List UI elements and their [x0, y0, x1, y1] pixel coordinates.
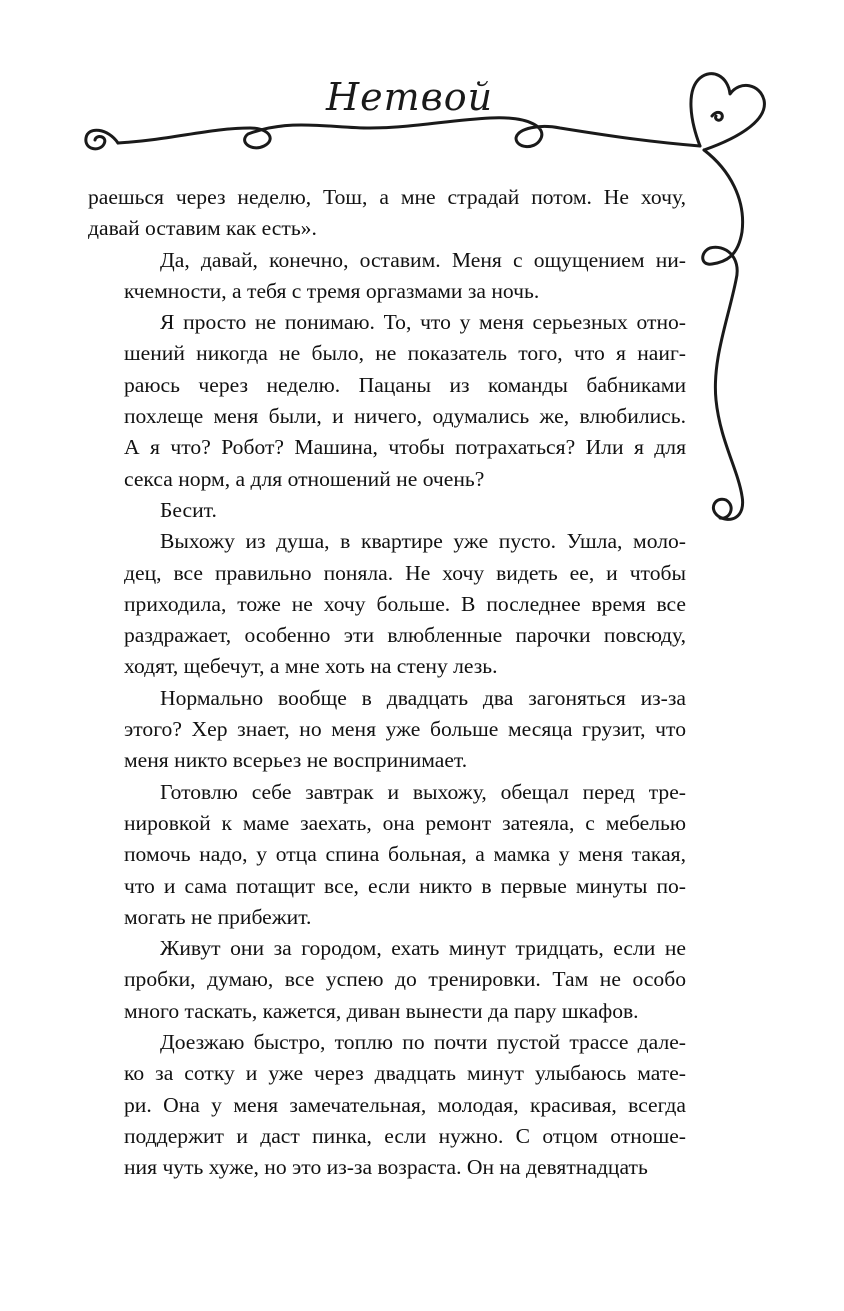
paragraph	[88, 182, 686, 245]
text-line: много таскать, кажется, диван вынести да пару шкафов.	[124, 998, 639, 1023]
text-line: секса норм, а для отношений не очень?	[124, 466, 485, 491]
text-line: приходила, тоже не хочу больше. В последнее время все	[124, 591, 686, 616]
paragraph	[88, 307, 686, 495]
text-line: раешься через неделю, Тош, а мне страдай потом. Не хочу,	[88, 185, 686, 209]
paragraph	[88, 526, 686, 682]
text-line: ния чуть хуже, но это из-за возраста. Он на девятнадцать	[124, 1155, 648, 1180]
text-line: давай оставим как есть».	[88, 216, 317, 241]
text-line: шений никогда не было, не показатель того, что я наиг-	[124, 341, 686, 366]
text-line: Готовлю себе завтрак и выхожу, обещал перед тре-	[160, 779, 686, 804]
text-line: похлеще меня были, и ничего, одумались же, влюбились.	[124, 404, 686, 429]
text-line: раюсь через неделю. Пацаны из команды бабниками	[124, 372, 686, 397]
text-line: А я что? Робот? Машина, чтобы потрахаться? Или я для	[124, 435, 686, 460]
text-line: ри. Она у меня замечательная, молодая, красивая, всегда	[124, 1092, 686, 1117]
text-line: Нормально вообще в двадцать два загоняться из-за	[160, 685, 686, 710]
heart-loop-ornament	[712, 112, 722, 120]
text-line: раздражает, особенно эти влюбленные парочки повсюду,	[124, 623, 686, 648]
paragraph	[88, 933, 686, 1027]
text-line: Да, давай, конечно, оставим. Меня с ощущением ни-	[160, 247, 686, 272]
text-line: Я просто не понимаю. То, что у меня серьезных отно-	[160, 310, 686, 335]
text-line: нировкой к маме заехать, она ремонт затеяла, с мебелью	[124, 810, 686, 835]
text-line: могать не прибежит.	[124, 904, 312, 929]
paragraph	[88, 777, 686, 933]
text-line: поддержит и даст пинка, если нужно. С отцом отноше-	[124, 1123, 686, 1148]
text-line: кчемности, а тебя с тремя оргазмами за ночь.	[124, 278, 540, 303]
text-line: Выхожу из душа, в квартире уже пусто. Ушла, моло-	[160, 529, 686, 554]
text-line: меня никто всерьез не воспринимает.	[124, 748, 468, 773]
wavy-line-ornament	[118, 118, 700, 148]
paragraph	[88, 245, 686, 308]
page-header-title: Нетвой	[326, 75, 494, 119]
paragraph	[88, 495, 686, 526]
paragraph	[88, 683, 686, 777]
text-line: этого? Хер знает, но меня уже больше месяца грузит, что	[124, 717, 686, 742]
left-swirl-ornament	[86, 130, 118, 149]
text-line: Живут они за городом, ехать минут тридцать, если не	[160, 936, 686, 961]
text-line: дец, все правильно поняла. Не хочу видеть ее, и чтобы	[124, 560, 686, 585]
text-line: Бесит.	[160, 497, 217, 522]
text-line: ко за сотку и уже через двадцать минут улыбаюсь мате-	[124, 1061, 686, 1086]
text-line: ходят, щебечут, а мне хоть на стену лезь.	[124, 654, 498, 679]
text-line: помочь надо, у отца спина больная, а мамка у меня такая,	[124, 842, 686, 867]
text-line: что и сама потащит все, если никто в первые минуты по-	[124, 873, 686, 898]
body-text	[88, 182, 686, 1184]
text-line: Доезжаю быстро, топлю по почти пустой трассе дале-	[160, 1030, 686, 1055]
paragraph	[88, 1027, 686, 1183]
heart-icon	[691, 74, 764, 150]
vine-ornament	[703, 150, 743, 519]
text-line: пробки, думаю, все успею до тренировки. Там не особо	[124, 967, 686, 992]
